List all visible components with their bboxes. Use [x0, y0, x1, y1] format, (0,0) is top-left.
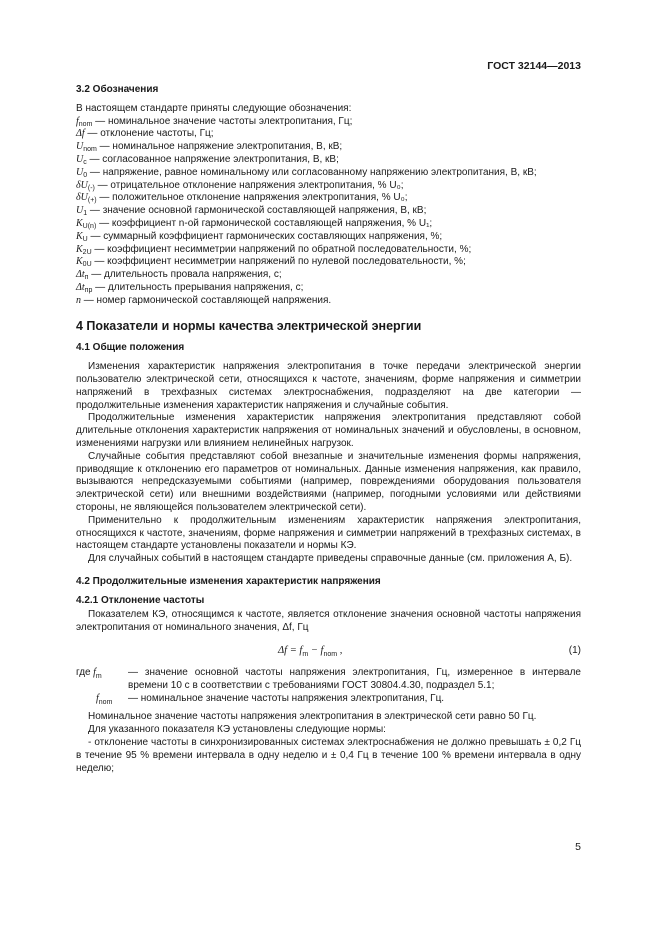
symbol: f — [76, 115, 79, 127]
symbols-list — [76, 103, 581, 308]
symbol-description: — отклонение частоты, Гц; — [84, 128, 214, 140]
formula-expression: $\Delta f = f_m - f_{nom}$ , — [278, 645, 343, 659]
section-4-2-title: 4.2 Продолжительные изменения характеристик напряжения — [76, 575, 381, 587]
paragraph: Для случайных событий в настоящем стандарте приведены справочные данные (см. приложения А, Б). — [88, 553, 573, 565]
paragraph: Продолжительные изменения характеристик напряжения электропитания представляют собой длительные отклонения характеристик напряжения от номинальных значений и обусловлены, в основном, изменениями нагрузки или влиянием нелинейных нагрузок. — [76, 412, 581, 449]
symbol: Δt — [76, 281, 85, 293]
symbol-entry — [76, 282, 581, 295]
symbol: U — [76, 153, 84, 165]
symbol: U — [76, 205, 84, 217]
symbol-subscript: п — [84, 274, 89, 282]
where-definition: — номинальное значение частоты напряжения электропитания, Гц. — [128, 692, 445, 704]
symbol: K — [76, 243, 83, 255]
symbol-entry — [76, 141, 581, 154]
symbol-subscript: c — [83, 158, 87, 166]
paragraph: Применительно к продолжительным изменениям характеристик напряжения электропитания, относящихся к частоте, значениям, форме напряжения и симметрии напряжений в трехфазных системах, в настоящем стандарте установлены показатели и нормы КЭ. — [76, 514, 581, 552]
section-4-1-title: 4.1 Общие положения — [76, 342, 185, 354]
symbol-subscript: 1 — [83, 210, 88, 218]
symbol-description: — номер гармонической составляющей напряжения. — [81, 294, 332, 306]
formula-1 — [76, 641, 581, 661]
symbol: U — [76, 141, 84, 153]
symbol-description: — коэффициент несимметрии напряжений по обратной последовательности, %; — [91, 243, 472, 255]
symbol-entry — [76, 167, 581, 180]
symbol-subscript: 0 — [83, 171, 88, 179]
symbol: δU — [76, 179, 88, 191]
symbol-entry — [76, 218, 581, 231]
symbol-description: — длительность прерывания напряжения, с; — [92, 281, 304, 293]
symbol: K — [76, 230, 83, 242]
page-content — [76, 84, 581, 775]
symbol-description: — значение основной гармонической составляющей напряжения, В, кВ; — [87, 205, 427, 217]
symbol-description: — номинальное значение частоты электропитания, Гц; — [92, 115, 353, 127]
symbol-entry — [76, 269, 581, 282]
symbol-description: — номинальное напряжение электропитания, В, кВ; — [96, 141, 343, 153]
section-4-2-1-title: 4.2.1 Отклонение частоты — [76, 594, 205, 606]
symbol-description: — коэффициент n-ой гармонической составляющей напряжения, % U₁; — [96, 217, 433, 229]
symbol-subscript: U — [82, 235, 88, 243]
symbol-description: — длительность провала напряжения, с; — [88, 269, 282, 281]
symbol-subscript: nom — [78, 120, 93, 128]
symbol: δU — [76, 192, 88, 204]
symbol-entry — [76, 116, 581, 129]
document-code: ГОСТ 32144—2013 — [487, 60, 581, 72]
symbol-entry — [76, 295, 581, 308]
symbol-subscript: пр — [84, 286, 93, 294]
paragraph: Показателем КЭ, относящимся к частоте, является отклонение значения основной частоты напряжения электропитания от номинального значения, Δf, Гц — [76, 609, 581, 634]
symbol-entry — [76, 154, 581, 167]
symbol: K — [76, 256, 83, 268]
symbol-description: — коэффициент несимметрии напряжений по нулевой последовательности, %; — [91, 256, 466, 268]
paragraph: Для указанного показателя КЭ установлены следующие нормы: — [88, 724, 386, 736]
symbol-entry — [76, 205, 581, 218]
symbol-entry — [76, 244, 581, 257]
symbol-description: — отрицательное отклонение напряжения электропитания, % U₀; — [94, 179, 404, 191]
symbol-subscript: U(n) — [82, 222, 97, 230]
symbol-entry — [76, 180, 581, 193]
where-symbol: $f_{nom}$ — [96, 692, 113, 706]
paragraph: - отклонение частоты в синхронизированных системах электроснабжения не должно превышать ± 0,2 Гц в течение 95 % времени интервала в одну неделю и ± 0,4 Гц в течение 100 % времени интервала в одну неделю; — [76, 737, 581, 774]
symbol: K — [76, 217, 83, 229]
paragraph: Номинальное значение частоты напряжения электропитания в электрической сети равно 50 Гц. — [88, 711, 537, 723]
symbol: n — [76, 294, 81, 306]
where-symbol: где $f_m$ — [76, 667, 102, 681]
symbol-description: — напряжение, равное номинальному или согласованному напряжению электропитания, В, кВ; — [87, 166, 537, 178]
section-4-title: 4 Показатели и нормы качества электрической энергии — [76, 318, 422, 333]
symbol-entry — [76, 256, 581, 269]
symbol-description: — суммарный коэффициент гармонических составляющих напряжения, %; — [87, 230, 443, 242]
symbols-intro: В настоящем стандарте приняты следующие обозначения: — [76, 102, 352, 114]
symbol-subscript: 2U — [82, 248, 92, 256]
symbol: U — [76, 166, 84, 178]
paragraph: Случайные события представляют собой внезапные и значительные изменения формы напряжения, приводящие к отклонению его параметров от номинальных. Данные изменения напряжения, как правило, вызываются непредсказуемыми событиями (например, повреждениями оборудования пользователя электрической сети) или внешними воздействиями (например, погодными условиями или действиями стороны, не являющейся пользователем электрической сети). — [76, 450, 581, 513]
section-3-2-title: 3.2 Обозначения — [76, 84, 159, 95]
symbol-subscript: 0U — [82, 261, 92, 269]
symbol-subscript: (-) — [87, 184, 95, 192]
where-list — [76, 667, 581, 709]
symbol-entry — [76, 128, 581, 141]
paragraph: Изменения характеристик напряжения электропитания в точке передачи электрической энергии пользователю электрической сети, относящихся к частоте, значениям, форме напряжения и симметрии напряжений в трехфазных системах электроснабжения, подразделяют на две категории — продолжительные изменения характеристик напряжения и случайные события. — [76, 361, 581, 411]
formula-number: (1) — [568, 645, 581, 657]
symbol-subscript: nom — [83, 146, 97, 154]
page-number: 5 — [575, 841, 581, 853]
symbol-entry — [76, 192, 581, 205]
symbol: Δt — [76, 269, 85, 281]
symbol-entry — [76, 231, 581, 244]
symbol-description: — согласованное напряжение электропитания, В, кВ; — [86, 153, 339, 165]
symbol-description: — положительное отклонение напряжения электропитания, % U₀; — [96, 192, 408, 204]
symbol-subscript: (+) — [87, 197, 97, 205]
where-definition: — значение основной частоты напряжения электропитания, Гц, измеренное в интервале времени 10 с в соответствии с требованиями ГОСТ 30804.4.30, подраздел 5.1; — [128, 667, 581, 691]
symbol: Δf — [76, 128, 85, 140]
